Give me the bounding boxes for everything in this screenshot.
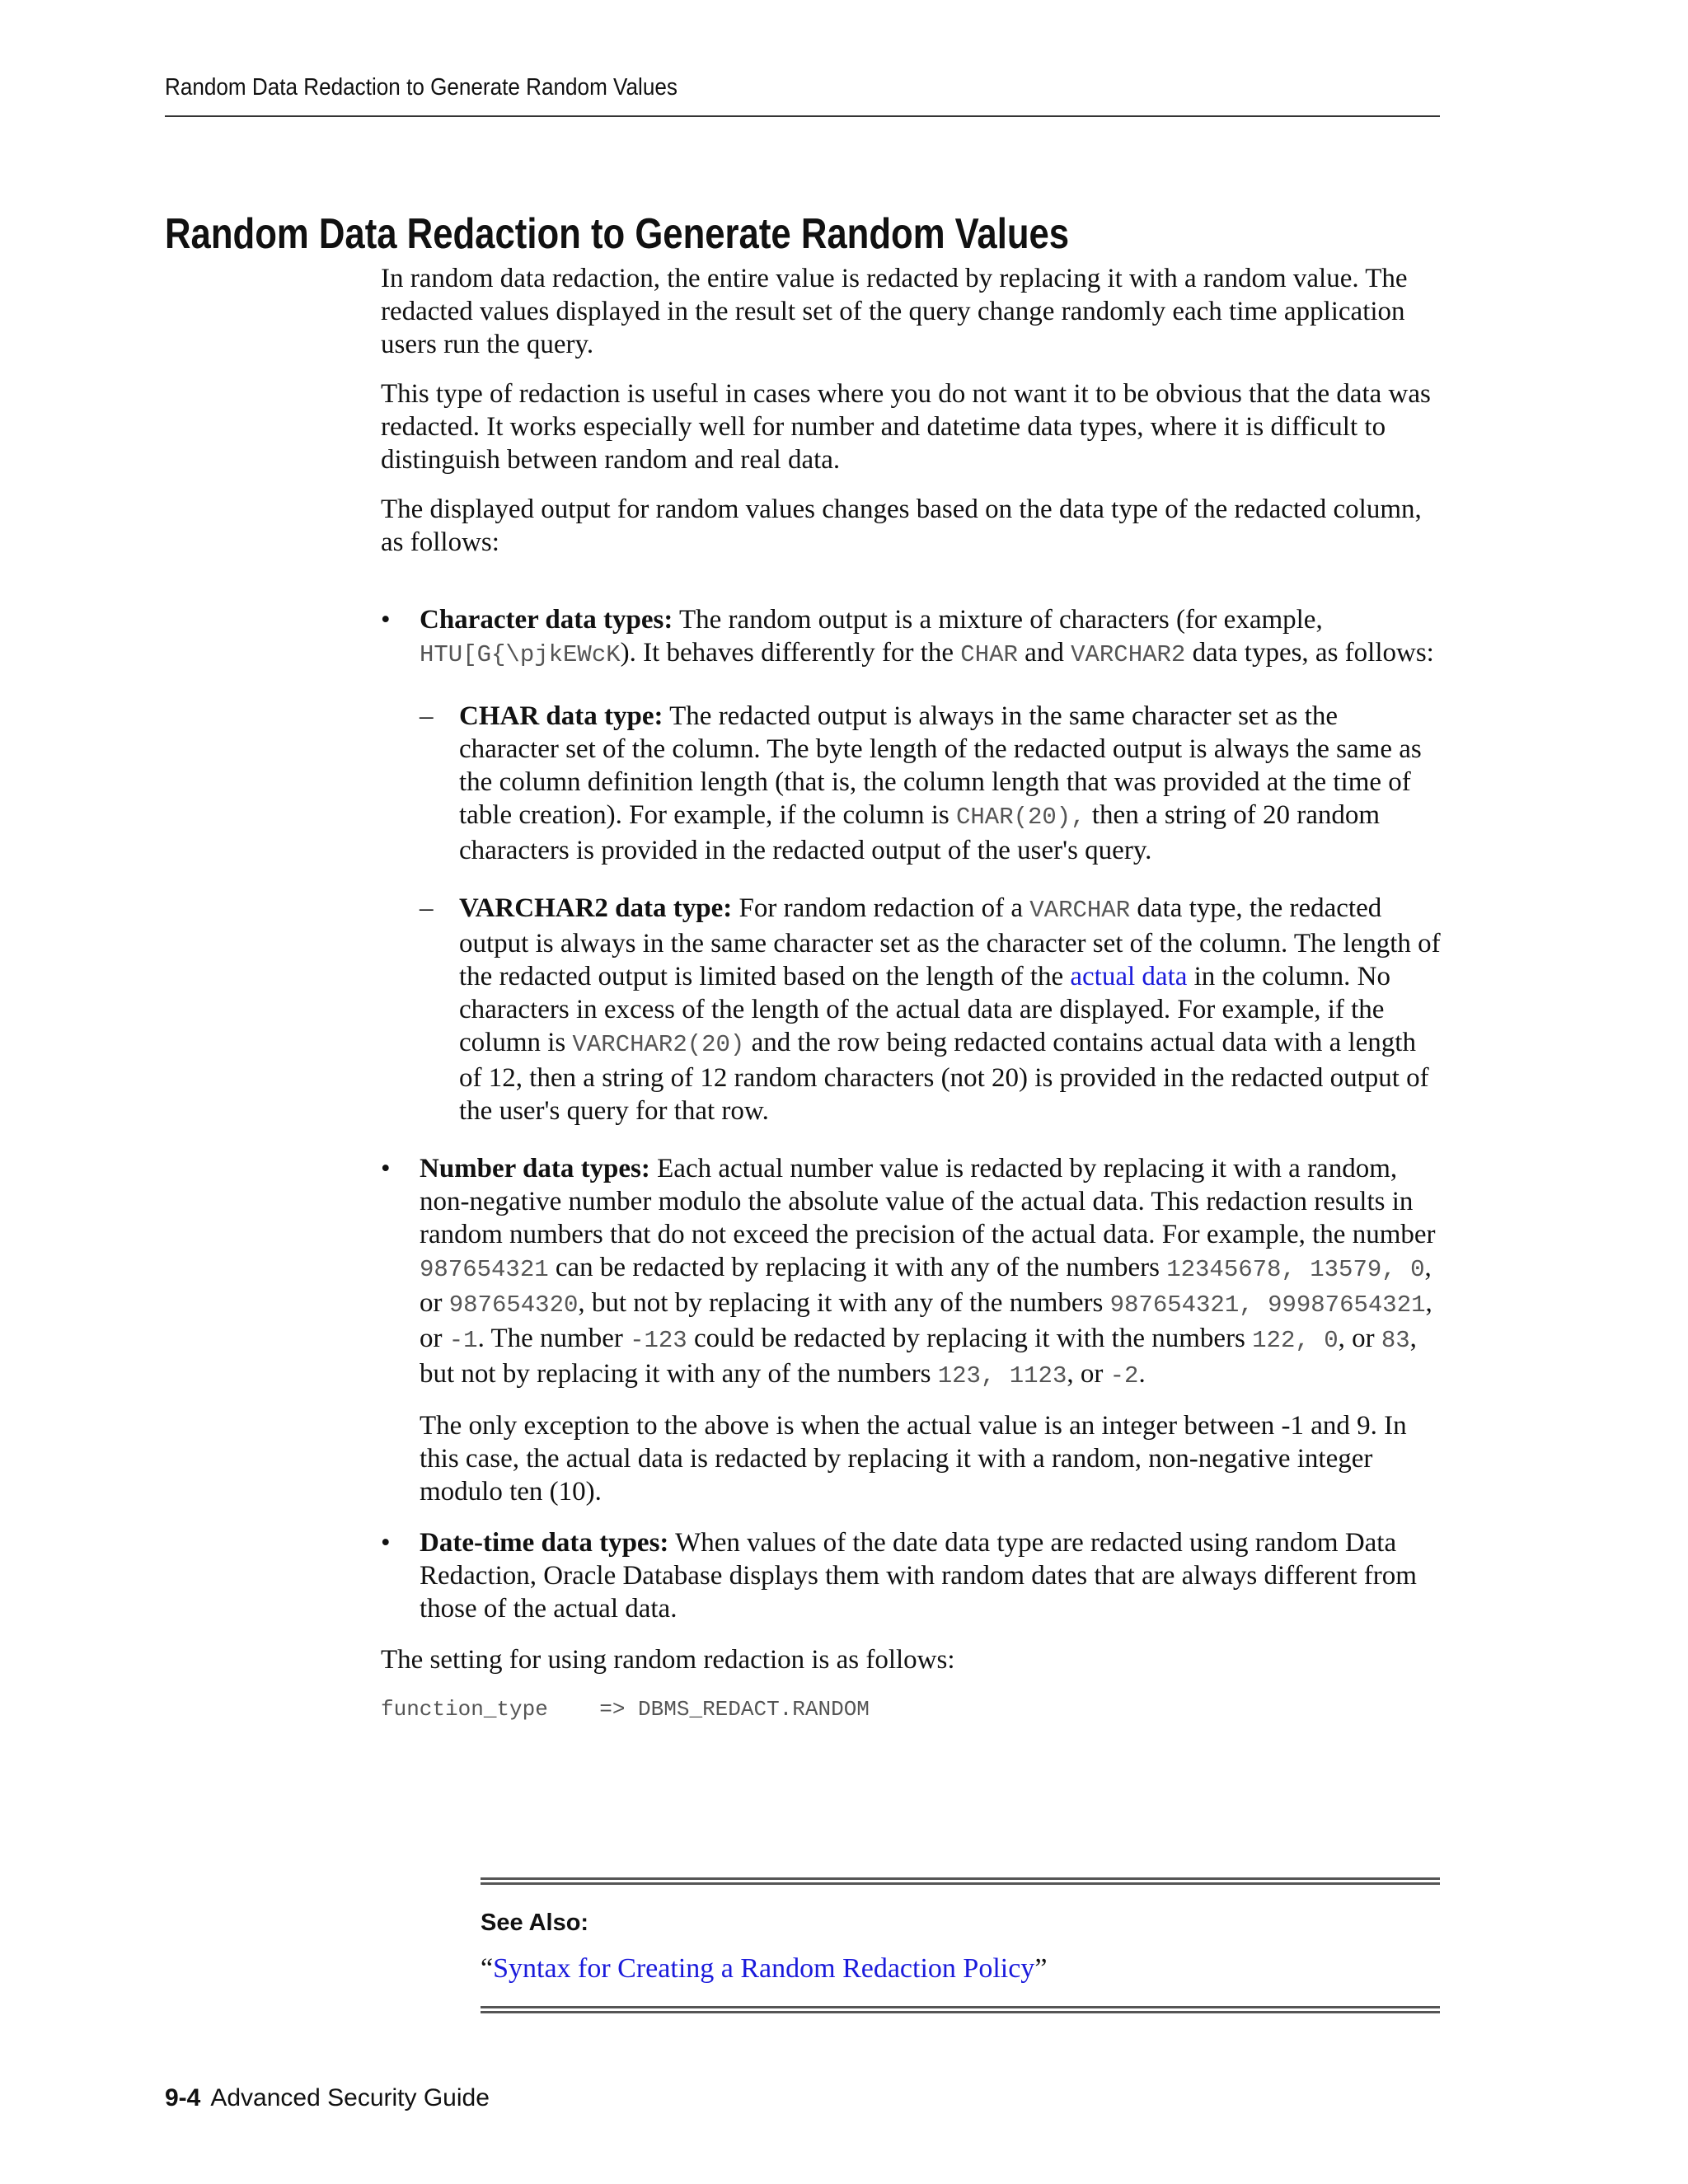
item-label: Date-time data types:: [420, 1528, 669, 1558]
bullet-marker: •: [381, 1528, 391, 1558]
code-sample: HTU[G{\pjkEWcK: [420, 641, 621, 668]
data-type-list: [381, 603, 1444, 1625]
code-number: 987654321: [420, 1256, 549, 1283]
number-paragraph: [420, 1152, 1444, 1393]
item-text: , or: [1067, 1359, 1110, 1389]
item-text: in the column. No characters in excess of the length of the actual data are displayed. For example, if the column is: [459, 962, 1390, 1057]
item-label: Character data types:: [420, 605, 673, 635]
list-item-datetime: [381, 1526, 1444, 1625]
header-rule: [165, 115, 1440, 117]
code-separator: ,: [1239, 1291, 1268, 1319]
code-number: 123: [937, 1362, 981, 1390]
item-text: and the row being redacted contains actual data with a length of 12, then a string of 12 random characters (not 20) is provided in the redacted output of the user's query for that row.: [459, 1028, 1429, 1126]
code-varchar2-20: VARCHAR2(20): [572, 1031, 745, 1058]
list-item-varchar2: [420, 892, 1444, 1127]
close-quote: ”: [1034, 1953, 1048, 1984]
bullet-marker: •: [381, 1154, 391, 1183]
section-title: Random Data Redaction to Generate Random Values: [165, 210, 1070, 258]
code-char20: CHAR(20),: [955, 804, 1085, 831]
code-number: 0: [1324, 1327, 1339, 1354]
see-also-box: [481, 1877, 1440, 2013]
open-quote: “: [481, 1953, 494, 1984]
code-separator: ,: [1295, 1327, 1325, 1354]
code-number: -2: [1109, 1362, 1139, 1390]
code-number: 987654321: [1109, 1291, 1240, 1319]
see-also-title: See Also:: [481, 1910, 589, 1936]
intro-paragraph-1: In random data redaction, the entire value is redacted by replacing it with a random value. The redacted values displayed in the result set of the query change randomly each time application users run the query.: [381, 264, 1408, 359]
item-text: , or: [420, 1288, 1432, 1353]
item-text: .: [1138, 1359, 1146, 1389]
item-text: then a string of 20 random characters is provided in the redacted output of the user's query.: [459, 800, 1381, 865]
bullet-marker: •: [381, 605, 391, 635]
item-text: For random redaction of a: [732, 893, 1030, 923]
item-text: , but not by replacing it with any of the numbers: [578, 1288, 1110, 1318]
running-header: Random Data Redaction to Generate Random Values: [165, 74, 678, 101]
code-number: 987654320: [448, 1291, 579, 1319]
code-number: 1123: [1009, 1362, 1067, 1390]
item-label: Number data types:: [420, 1154, 650, 1183]
item-text: data type, the redacted output is always in the same character set as the character set of the column. The length of the redacted output is limited based on the length of the: [459, 893, 1441, 991]
character-subtype-list: [420, 700, 1444, 1127]
item-text: could be redacted by replacing it with the numbers: [687, 1324, 1253, 1353]
code-number: 83: [1381, 1327, 1410, 1354]
book-title: Advanced Security Guide: [210, 2084, 490, 2111]
bottom-double-rule: [481, 2006, 1440, 2013]
list-item-char: [420, 700, 1444, 867]
item-text: Each actual number value is redacted by replacing it with a random, non-negative number modulo the absolute value of the actual data. This redaction results in random numbers that do not exceed the precision of the actual data. For example, the number: [420, 1154, 1436, 1249]
code-varchar: VARCHAR: [1029, 897, 1131, 924]
code-separator: ,: [1281, 1256, 1311, 1283]
code-number: -123: [630, 1327, 687, 1354]
dash-marker: –: [420, 893, 434, 923]
code-example: function_type => DBMS_REDACT.RANDOM: [381, 1697, 870, 1722]
item-label: CHAR data type:: [459, 701, 663, 731]
setting-intro: The setting for using random redaction is as follows:: [381, 1645, 955, 1675]
list-item-character: [381, 603, 1444, 1127]
code-char: CHAR: [960, 641, 1018, 668]
code-number: 0: [1410, 1256, 1425, 1283]
number-exception-paragraph: The only exception to the above is when the actual value is an integer between -1 and 9. In this case, the actual data is redacted by replacing it with a random, non-negative integer modulo ten (10).: [420, 1411, 1407, 1507]
code-number: 13579: [1310, 1256, 1382, 1283]
item-text: , or: [420, 1253, 1432, 1318]
dash-marker: –: [420, 701, 434, 731]
item-text: and: [1017, 638, 1071, 668]
code-number: 99987654321: [1268, 1291, 1426, 1319]
code-separator: ,: [1381, 1256, 1411, 1283]
item-text: , or: [1338, 1324, 1381, 1353]
item-text: data types, as follows:: [1185, 638, 1434, 668]
see-also-link[interactable]: Syntax for Creating a Random Redaction Policy: [493, 1953, 1035, 1984]
list-item-number: [381, 1152, 1444, 1508]
intro-paragraph-3: The displayed output for random values changes based on the data type of the redacted column, as follows:: [381, 494, 1422, 557]
item-text: The random output is a mixture of characters (for example,: [673, 605, 1323, 635]
item-text: ). It behaves differently for the: [620, 638, 961, 668]
see-also-reference: [481, 1953, 1440, 1985]
code-separator: ,: [980, 1362, 1010, 1390]
body-text: [381, 262, 1444, 1726]
item-text: , but not by replacing it with any of the numbers: [420, 1324, 1417, 1389]
code-number: -1: [448, 1327, 478, 1354]
code-number: 12345678: [1166, 1256, 1282, 1283]
actual-data-link[interactable]: actual data: [1070, 962, 1188, 991]
intro-paragraph-2: This type of redaction is useful in cases where you do not want it to be obvious that the data was redacted. It works especially well for number and datetime data types, where it is difficult to distinguish between random and real data.: [381, 379, 1431, 475]
code-number: 122: [1252, 1327, 1296, 1354]
item-text: . The number: [477, 1324, 631, 1353]
top-double-rule: [481, 1877, 1440, 1885]
item-text: can be redacted by replacing it with any of the numbers: [548, 1253, 1167, 1282]
item-text: When values of the date data type are redacted using random Data Redaction, Oracle Database displays them with random dates that are always different from those of the actual data.: [420, 1528, 1417, 1624]
page-footer: [165, 2084, 490, 2112]
item-text: The redacted output is always in the same character set as the character set of the column. The byte length of the redacted output is always the same as the column definition length (that is, the column length that was provided at the time of table creation). For example, if the column is: [459, 701, 1422, 830]
page-number: 9-4: [165, 2084, 201, 2111]
item-label: VARCHAR2 data type:: [459, 893, 733, 923]
code-varchar2: VARCHAR2: [1071, 641, 1186, 668]
